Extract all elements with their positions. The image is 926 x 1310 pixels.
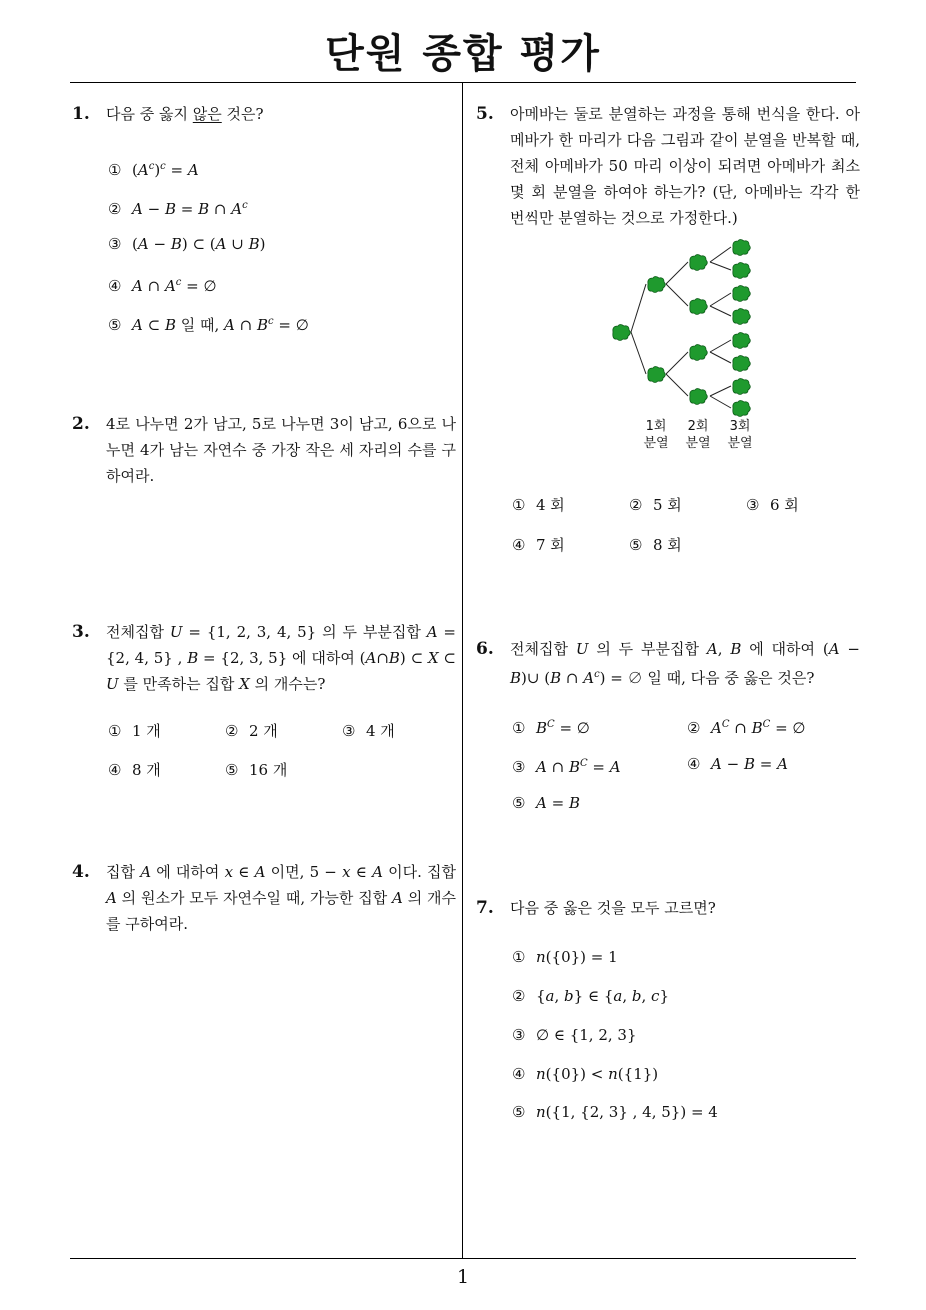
page-number: 1 — [456, 1266, 470, 1288]
option-4 — [108, 759, 161, 781]
option-marker: ② — [687, 719, 701, 737]
option-text: $B^C$ = ∅ — [536, 719, 590, 737]
question-5 — [476, 101, 861, 231]
option-marker: ② — [108, 200, 122, 218]
option-marker: ① — [108, 722, 122, 740]
option-4 — [512, 1063, 658, 1085]
amoeba-icon — [613, 325, 630, 341]
option-text: ∅ ∈ {1, 2, 3} — [536, 1026, 637, 1044]
option-text: A ⊂ B 일 때, A ∩ $B^c$ = ∅ — [132, 316, 309, 334]
option-marker: ⑤ — [512, 1103, 526, 1121]
option-marker: ① — [512, 719, 526, 737]
option-4 — [512, 534, 565, 556]
branch-line — [666, 352, 688, 374]
amoeba-icon — [733, 309, 750, 325]
branch-line — [666, 374, 688, 396]
option-1 — [512, 494, 565, 516]
option-2 — [629, 494, 682, 516]
option-4 — [687, 753, 788, 775]
label-division-3: 3회 분열 — [727, 419, 753, 451]
option-1 — [108, 720, 161, 742]
top-rule — [70, 82, 856, 83]
option-text: 8 회 — [653, 536, 682, 554]
option-marker: ③ — [108, 235, 122, 253]
amoeba-icon — [733, 379, 750, 395]
branch-line — [710, 352, 731, 363]
amoeba-icon — [690, 345, 707, 361]
option-marker: ② — [225, 722, 239, 740]
question-7 — [476, 895, 861, 925]
branch-line — [710, 386, 731, 396]
branch-line — [710, 396, 731, 408]
amoeba-icon — [733, 356, 750, 372]
option-marker: ④ — [108, 277, 122, 295]
option-marker: ① — [512, 496, 526, 514]
option-text: (A − B) ⊂ (A ∪ B) — [132, 235, 266, 253]
option-marker: ② — [512, 987, 526, 1005]
option-5 — [225, 759, 287, 781]
option-2 — [225, 720, 278, 742]
label-division-1: 1회 분열 — [643, 419, 669, 451]
underlined-word: 않은 — [192, 105, 222, 123]
question-text: 다음 중 옳지 않은 것은? — [106, 105, 264, 123]
option-3 — [108, 233, 266, 255]
option-2 — [108, 195, 248, 220]
option-3 — [342, 720, 395, 742]
question-number: 7. — [476, 898, 494, 918]
option-text: n({1, {2, 3} , 4, 5}) = 4 — [536, 1103, 718, 1121]
option-text: 4 회 — [536, 496, 565, 514]
question-number: 1. — [72, 104, 90, 124]
amoeba-icon — [733, 401, 750, 417]
question-number: 6. — [476, 639, 494, 659]
option-marker: ④ — [512, 1065, 526, 1083]
branch-line — [710, 262, 731, 270]
amoeba-icon — [690, 299, 707, 315]
option-5 — [629, 534, 682, 556]
option-2 — [687, 714, 805, 739]
amoeba-icon — [648, 367, 665, 383]
question-2 — [72, 411, 457, 491]
branch-line — [710, 306, 731, 316]
option-1 — [108, 156, 199, 181]
option-5 — [108, 311, 309, 336]
option-text: {a, b} ∈ {a, b, c} — [536, 987, 669, 1005]
question-text: 전체집합 U 의 두 부분집합 A, B 에 대하여 (A − B)∪ (B ∩ $A^c$) = ∅ 일 때, 다음 중 옳은 것은? — [510, 640, 860, 687]
option-text: 7 회 — [536, 536, 565, 554]
option-1 — [512, 946, 618, 968]
question-text: 4로 나누면 2가 남고, 5로 나누면 3이 남고, 6으로 나누면 4가 남는 자연수 중 가장 작은 세 자리의 수를 구하여라. — [106, 415, 456, 485]
option-1 — [512, 714, 590, 739]
option-marker: ③ — [512, 758, 526, 776]
option-text: 4 개 — [366, 722, 395, 740]
amoeba-icon — [733, 240, 750, 256]
option-marker: ④ — [687, 755, 701, 773]
amoeba-icon — [733, 263, 750, 279]
option-marker: ⑤ — [512, 794, 526, 812]
option-2 — [512, 985, 669, 1007]
option-text: n({0}) < n({1}) — [536, 1065, 659, 1083]
option-marker: ④ — [512, 536, 526, 554]
bottom-rule — [70, 1258, 856, 1259]
option-marker: ② — [629, 496, 643, 514]
question-number: 2. — [72, 414, 90, 434]
question-4 — [72, 859, 457, 939]
option-text: A ∩ $B^C = A$ — [536, 758, 621, 776]
option-4 — [108, 272, 217, 297]
branch-line — [710, 247, 731, 262]
amoeba-icon — [733, 333, 750, 349]
amoeba-icon — [690, 389, 707, 405]
option-text: A − B = A — [711, 755, 788, 773]
branch-line — [666, 262, 688, 284]
branch-line — [710, 340, 731, 352]
option-text: n({0}) = 1 — [536, 948, 618, 966]
question-number: 4. — [72, 862, 90, 882]
question-number: 3. — [72, 622, 90, 642]
option-marker: ⑤ — [225, 761, 239, 779]
option-text: $A^C$ ∩ $B^C$ = ∅ — [711, 719, 806, 737]
question-text: 집합 A 에 대하여 x ∈ A 이면, 5 − x ∈ A 이다. 집합 A 의 원소가 모두 자연수일 때, 가능한 집합 A 의 개수를 구하여라. — [106, 863, 457, 933]
amoeba-icon — [690, 255, 707, 271]
branch-line — [631, 332, 646, 374]
option-marker: ① — [512, 948, 526, 966]
question-6 — [476, 636, 861, 692]
question-number: 5. — [476, 104, 494, 124]
option-text: 8 개 — [132, 761, 161, 779]
option-5 — [512, 792, 580, 814]
option-marker: ⑤ — [108, 316, 122, 334]
question-3 — [72, 619, 457, 699]
amoeba-icon — [733, 286, 750, 302]
branch-line — [631, 284, 646, 332]
question-text: 전체집합 U = {1, 2, 3, 4, 5} 의 두 부분집합 A = {2, 4, 5} , B = {2, 3, 5} 에 대하여 (A∩B) ⊂ X ⊂ U 를 만족하는 집합 X 의 개수는? — [106, 623, 456, 693]
option-3 — [512, 753, 621, 778]
branch-line — [666, 284, 688, 306]
option-text: A ∩ $A^c$ = ∅ — [132, 277, 217, 295]
option-marker: ③ — [512, 1026, 526, 1044]
option-text: 1 개 — [132, 722, 161, 740]
question-text: 다음 중 옳은 것을 모두 고르면? — [510, 899, 716, 917]
option-text: $(A^c)^c = A$ — [132, 161, 199, 179]
division-branches — [631, 247, 731, 408]
option-marker: ③ — [342, 722, 356, 740]
option-text: A = B — [536, 794, 580, 812]
option-text: 2 개 — [249, 722, 278, 740]
option-5 — [512, 1101, 718, 1123]
option-marker: ④ — [108, 761, 122, 779]
question-text: 아메바는 둘로 분열하는 과정을 통해 번식을 한다. 아메바가 한 마리가 다음 그림과 같이 분열을 반복할 때, 전체 아메바가 50 마리 이상이 되려면 아메바가 최소 몇 회 분열을 하여야 하는가? (단, 아메바는 각각 한 번씩만 분열하는 것으로 가정한다.) — [510, 105, 860, 227]
option-text: 6 회 — [770, 496, 799, 514]
label-division-2: 2회 분열 — [685, 419, 711, 451]
option-text: 16 개 — [249, 761, 288, 779]
column-divider — [462, 83, 463, 1259]
option-marker: ① — [108, 161, 122, 179]
amoeba-icon — [648, 277, 665, 293]
option-marker: ⑤ — [629, 536, 643, 554]
option-text: 5 회 — [653, 496, 682, 514]
option-3 — [746, 494, 799, 516]
option-3 — [512, 1024, 637, 1046]
option-text: A − B = B ∩ $A^c$ — [132, 200, 248, 218]
option-marker: ③ — [746, 496, 760, 514]
branch-line — [710, 293, 731, 306]
page-title: 단원 종합 평가 — [325, 31, 601, 77]
